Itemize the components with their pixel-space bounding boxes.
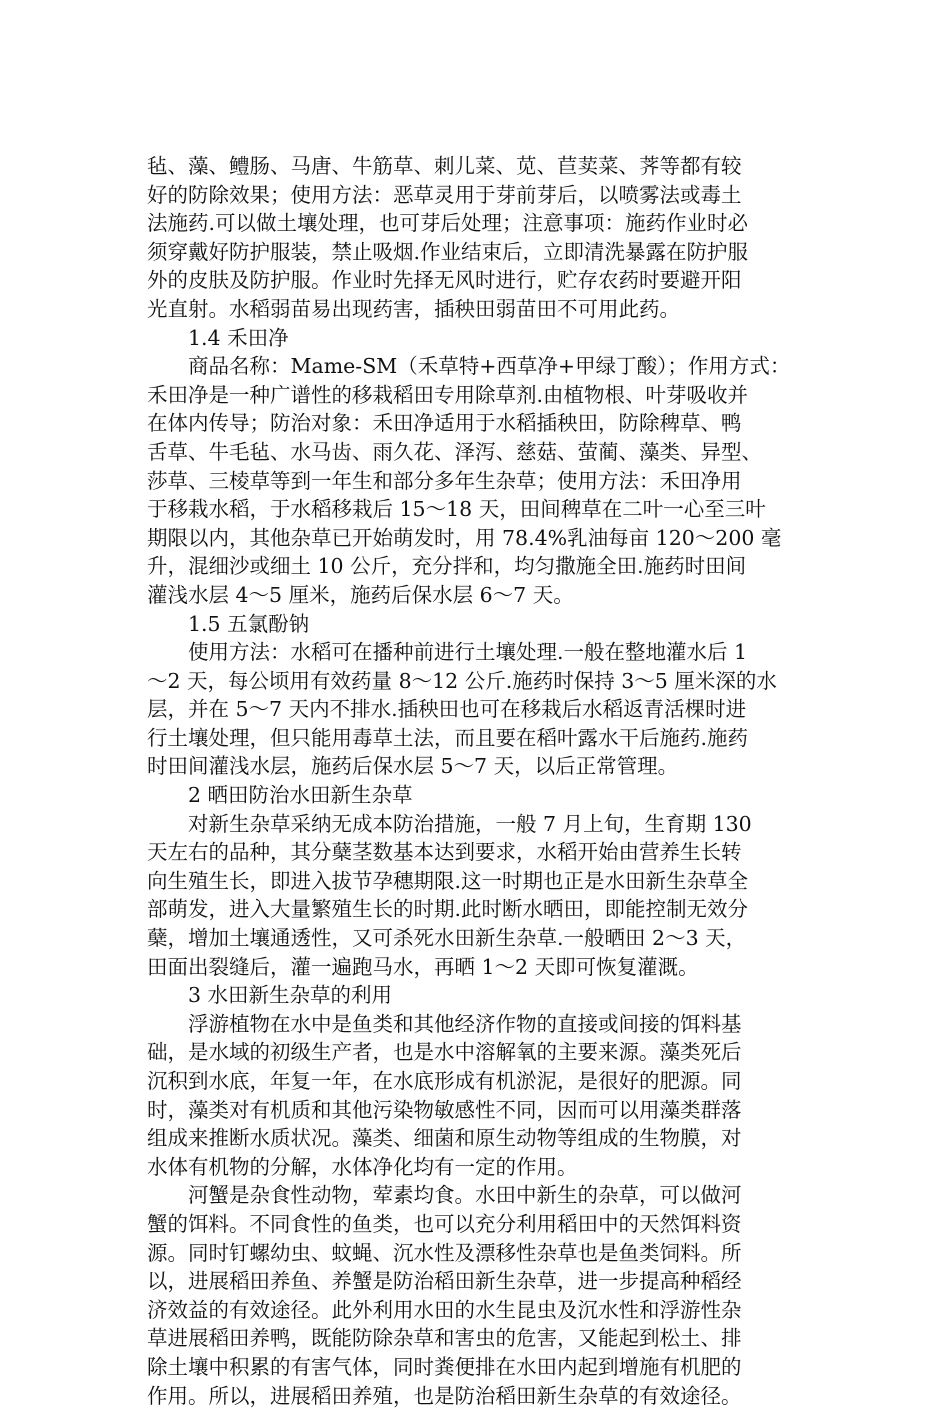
- text-line: 部萌发，进入大量繁殖生长的时期.此时断水晒田，即能控制无效分: [147, 897, 749, 922]
- text-line: 须穿戴好防护服装，禁止吸烟.作业结束后，立即清洗暴露在防护服: [147, 239, 749, 264]
- text-line: 除土壤中积累的有害气体，同时粪便排在水田内起到增施有机肥的: [147, 1354, 742, 1379]
- text-line: 以，进展稻田养鱼、养蟹是防治稻田新生杂草，进一步提高种稻经: [147, 1269, 742, 1294]
- text-line: 莎草、三棱草等到一年生和部分多年生杂草；使用方法：禾田净用: [147, 468, 742, 493]
- paragraph-start-line: 1.5 五氯酚钠: [188, 611, 310, 636]
- text-line: 田面出裂缝后，灌一遍跑马水，再晒 1～2 天即可恢复灌溉。: [147, 954, 699, 979]
- text-line: 蟹的饵料。不同食性的鱼类，也可以充分利用稻田中的天然饵料资: [147, 1211, 742, 1236]
- text-line: 组成来推断水质状况。藻类、细菌和原生动物等组成的生物膜，对: [147, 1126, 742, 1151]
- text-line: 天左右的品种，其分蘖茎数基本达到要求，水稻开始由营养生长转: [147, 840, 742, 865]
- text-line: ～2 天，每公顷用有效药量 8～12 公斤.施药时保持 3～5 厘米深的水: [147, 668, 777, 693]
- text-line: 时田间灌浅水层，施药后保水层 5～7 天，以后正常管理。: [147, 754, 679, 779]
- text-line: 舌草、牛毛毡、水马齿、雨久花、泽泻、慈菇、萤蔺、藻类、异型、: [147, 439, 762, 464]
- text-line: 于移栽水稻，于水稻移栽后 15～18 天，田间稗草在二叶一心至三叶: [147, 497, 766, 522]
- text-line: 升，混细沙或细土 10 公斤，充分拌和，均匀撒施全田.施药时田间: [147, 554, 747, 579]
- text-line: 期限以内，其他杂草已开始萌发时，用 78.4%乳油每亩 120～200 毫: [147, 525, 782, 550]
- text-line: 法施药.可以做土壤处理，也可芽后处理；注意事项：施药作业时必: [147, 211, 749, 236]
- text-line: 水体有机物的分解，水体净化均有一定的作用。: [147, 1154, 578, 1179]
- text-line: 础，是水域的初级生产者，也是水中溶解氧的主要来源。藻类死后: [147, 1040, 742, 1065]
- body-text: [147, 152, 807, 1410]
- text-line: 禾田净是一种广谱性的移栽稻田专用除草剂.由植物根、叶芽吸收并: [147, 382, 749, 407]
- paragraph-start-line: 3 水田新生杂草的利用: [188, 983, 393, 1008]
- text-line: 行土壤处理，但只能用毒草土法，而且要在稻叶露水干后施药.施药: [147, 725, 749, 750]
- text-line: 蘖，增加土壤通透性，又可杀死水田新生杂草.一般晒田 2～3 天，: [147, 926, 747, 951]
- text-line: 沉积到水底，年复一年，在水底形成有机淤泥，是很好的肥源。同: [147, 1069, 742, 1093]
- text-line: 光直射。水稻弱苗易出现药害，插秧田弱苗田不可用此药。: [147, 296, 680, 321]
- paragraph-start-line: 1.4 禾田净: [188, 325, 289, 350]
- text-line: 作用。所以，进展稻田养殖，也是防治稻田新生杂草的有效途径。: [147, 1383, 742, 1408]
- text-line: 好的防除效果；使用方法：恶草灵用于芽前芽后，以喷雾法或毒土: [147, 182, 742, 207]
- text-line: 毡、藻、鳢肠、马唐、牛筋草、刺儿菜、苋、苣荬菜、荠等都有较: [147, 154, 742, 178]
- text-line: 层，并在 5～7 天内不排水.插秧田也可在移栽后水稻返青活棵时进: [147, 697, 747, 722]
- text-line: 草进展稻田养鸭，既能防除杂草和害虫的危害，又能起到松土、排: [147, 1326, 742, 1351]
- text-line: 向生殖生长，即进入拔节孕穗期限.这一时期也正是水田新生杂草全: [147, 868, 749, 893]
- paragraph-start-line: 2 晒田防治水田新生杂草: [188, 783, 413, 808]
- paragraph-start-line: 浮游植物在水中是鱼类和其他经济作物的直接或间接的饵料基: [188, 1011, 742, 1036]
- paragraph-start-line: 河蟹是杂食性动物，荤素均食。水田中新生的杂草，可以做河: [188, 1183, 742, 1208]
- text-line: 时，藻类对有机质和其他污染物敏感性不同，因而可以用藻类群落: [147, 1097, 742, 1122]
- paragraph-start-line: 对新生杂草采纳无成本防治措施，一般 7 月上旬，生育期 130: [188, 811, 752, 836]
- paragraph-start-line: 商品名称：Mame-SM（禾草特+西草净+甲绿丁酸）；作用方式：: [188, 354, 791, 379]
- text-line: 外的皮肤及防护服。作业时先择无风时进行，贮存农药时要避开阳: [147, 268, 742, 293]
- text-line: 在体内传导；防治对象：禾田净适用于水稻插秧田，防除稗草、鸭: [147, 411, 742, 436]
- text-line: 源。同时钉螺幼虫、蚊蝇、沉水性及漂移性杂草也是鱼类饲料。所: [147, 1240, 742, 1265]
- paragraph-start-line: 使用方法：水稻可在播种前进行土壤处理.一般在整地灌水后 1: [188, 640, 748, 665]
- text-line: 灌浅水层 4～5 厘米，施药后保水层 6～7 天。: [147, 582, 574, 607]
- text-line: 济效益的有效途径。此外利用水田的水生昆虫及沉水性和浮游性杂: [147, 1297, 742, 1322]
